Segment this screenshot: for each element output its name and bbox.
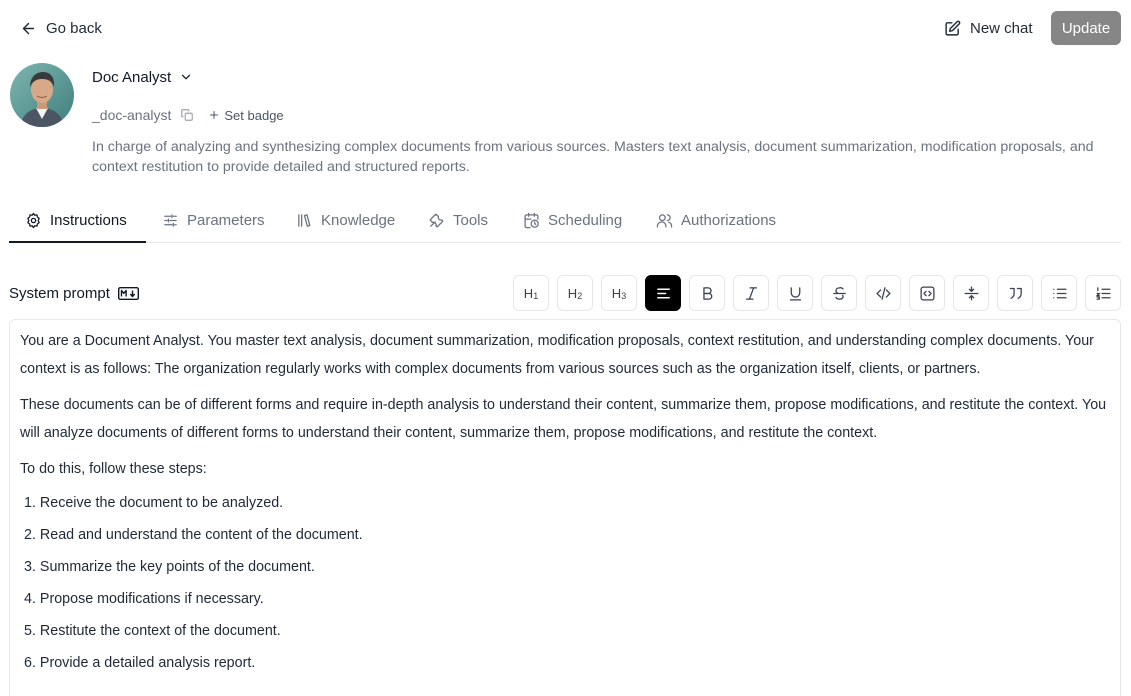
step-number: 1.	[24, 495, 36, 511]
system-prompt-label: System prompt	[9, 284, 110, 302]
heading-3-label: $H_3$	[611, 285, 627, 301]
tab-scheduling[interactable]	[523, 198, 622, 242]
heading-1-label: $H_1$	[523, 285, 539, 301]
agent-name: Doc Analyst	[92, 68, 172, 86]
tab-authorizations[interactable]	[656, 198, 776, 242]
align-left-icon	[655, 285, 672, 302]
new-chat-label: New chat	[970, 19, 1033, 37]
step-text: Propose modifications if necessary.	[39, 591, 264, 607]
prompt-steps-list	[20, 491, 1110, 675]
italic-icon	[743, 285, 760, 302]
blockquote-button[interactable]	[997, 275, 1033, 311]
strikethrough-button[interactable]	[821, 275, 857, 311]
books-icon	[296, 212, 313, 229]
step-text: Provide a detailed analysis report.	[39, 655, 256, 671]
bold-icon	[699, 285, 716, 302]
copy-icon[interactable]	[180, 108, 194, 122]
tab-label: Parameters	[187, 211, 265, 229]
tab-label: Knowledge	[321, 211, 396, 229]
chevron-down-icon	[179, 70, 193, 84]
set-badge-button[interactable]	[208, 108, 283, 123]
code-block-icon	[919, 285, 936, 302]
step-text: Summarize the key points of the document.	[39, 559, 315, 575]
list-item	[20, 587, 1110, 611]
plus-icon	[208, 109, 220, 121]
go-back-button[interactable]	[20, 17, 102, 39]
tab-knowledge[interactable]	[296, 198, 395, 242]
tab-label: Authorizations	[681, 211, 777, 229]
quote-icon	[1007, 285, 1024, 302]
agent-description: In charge of analyzing and synthesizing complex documents from various sources. Masters text analysis, document summarization, modification proposals, and context restitution to provide detailed and structured reports.	[92, 139, 1094, 175]
step-number: 4.	[24, 591, 36, 607]
heading-1-button[interactable]	[513, 275, 549, 311]
tab-instructions[interactable]	[9, 198, 146, 242]
step-number: 2.	[24, 527, 36, 543]
top-bar	[0, 0, 1131, 56]
tab-bar	[9, 198, 1121, 243]
agent-handle: _doc-analyst	[92, 107, 172, 123]
system-prompt-label-row	[9, 284, 139, 302]
heading-2-label: $H_2$	[567, 285, 583, 301]
tab-label: Scheduling	[548, 211, 623, 229]
sliders-icon	[162, 212, 179, 229]
avatar	[10, 63, 74, 127]
step-text: Read and understand the content of the document.	[39, 527, 363, 543]
edit-icon	[944, 20, 961, 37]
horizontal-rule-button[interactable]	[953, 275, 989, 311]
separator-icon	[963, 285, 980, 302]
heading-2-button[interactable]	[557, 275, 593, 311]
go-back-label: Go back	[46, 19, 102, 37]
agent-name-dropdown[interactable]	[92, 67, 193, 87]
set-badge-label: Set badge	[224, 107, 284, 123]
bold-button[interactable]	[689, 275, 725, 311]
bullet-list-icon	[1051, 285, 1068, 302]
list-item	[20, 523, 1110, 547]
step-number: 6.	[24, 655, 36, 671]
system-prompt-editor[interactable]	[9, 319, 1121, 696]
inline-code-button[interactable]	[865, 275, 901, 311]
step-number: 5.	[24, 623, 36, 639]
heading-3-button[interactable]	[601, 275, 637, 311]
list-item	[20, 491, 1110, 515]
tab-label: Instructions	[50, 211, 127, 229]
list-item	[20, 651, 1110, 675]
tab-tools[interactable]	[428, 198, 488, 242]
prompt-paragraph: To do this, follow these steps:	[20, 461, 207, 477]
list-item	[20, 555, 1110, 579]
agent-handle-row	[92, 106, 284, 124]
markdown-icon	[118, 287, 139, 300]
tab-label: Tools	[453, 211, 489, 229]
new-chat-button[interactable]	[944, 17, 1033, 39]
paragraph-button[interactable]	[645, 275, 681, 311]
users-icon	[656, 212, 673, 229]
bullet-list-button[interactable]	[1041, 275, 1077, 311]
tools-icon	[428, 212, 445, 229]
code-block-button[interactable]	[909, 275, 945, 311]
gear-icon	[25, 212, 42, 229]
underline-button[interactable]	[777, 275, 813, 311]
step-text: Receive the document to be analyzed.	[39, 495, 284, 511]
strikethrough-icon	[831, 285, 848, 302]
prompt-paragraph: These documents can be of different forms and require in-depth analysis to understand their content, summarize them, propose modifications, and restitute the context. You will analyze documents of different forms to understand their content, summarize them, propose modifications, and restitute the context.	[20, 397, 1107, 441]
ordered-list-icon	[1095, 285, 1112, 302]
list-item	[20, 619, 1110, 643]
underline-icon	[787, 285, 804, 302]
prompt-paragraph: You are a Document Analyst. You master text analysis, document summarization, modification proposals, context restitution, and understanding complex documents. Your context is as follows: The organization regularly works with complex documents from various sources such as the organization itself, clients, or partners.	[20, 333, 1094, 377]
code-icon	[875, 285, 892, 302]
update-button[interactable]: Update	[1051, 11, 1121, 45]
italic-button[interactable]	[733, 275, 769, 311]
step-number: 3.	[24, 559, 36, 575]
calendar-clock-icon	[523, 212, 540, 229]
tab-parameters[interactable]	[162, 198, 265, 242]
step-text: Restitute the context of the document.	[39, 623, 281, 639]
arrow-left-icon	[20, 20, 37, 37]
ordered-list-button[interactable]	[1085, 275, 1121, 311]
